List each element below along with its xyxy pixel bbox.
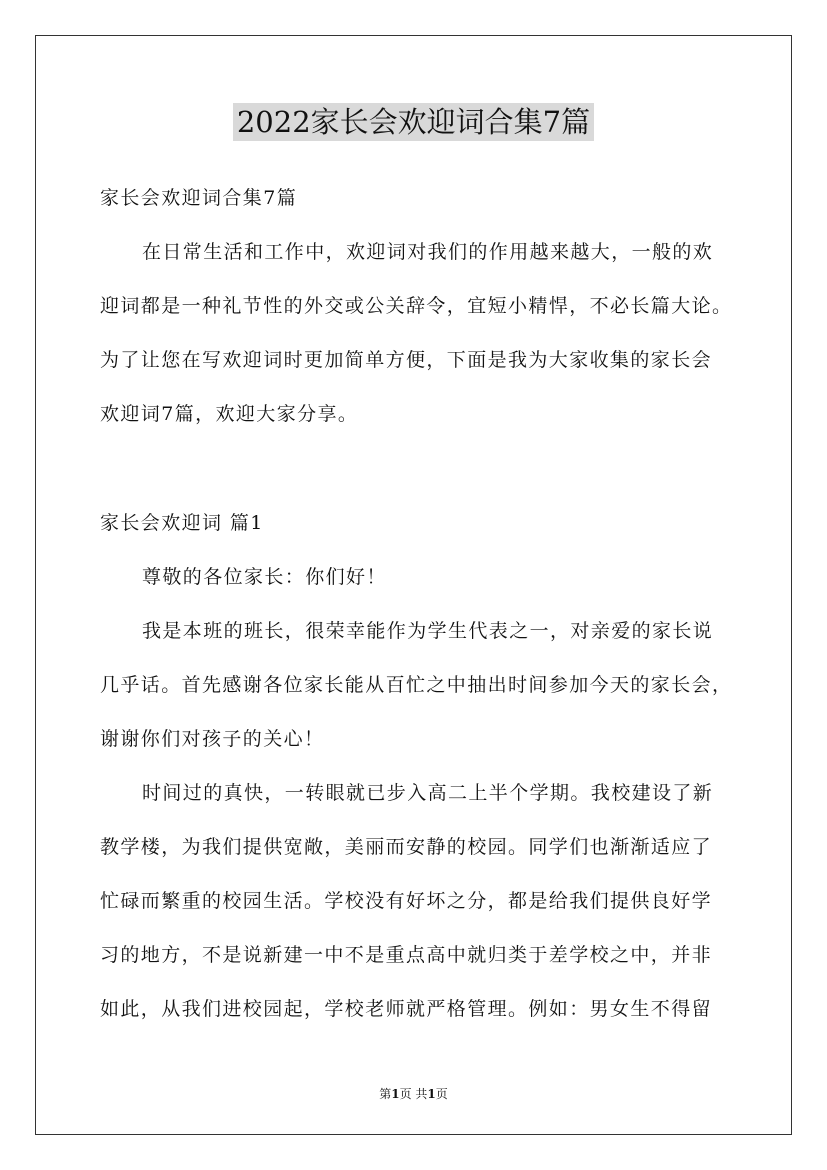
page-mid: 页 共 [399,1087,428,1101]
intro-line: 为了让您在写欢迎词时更加简单方便，下面是我为大家收集的家长会 [100,349,713,371]
document-title: 2022家长会欢迎词合集7篇 [233,103,594,141]
paragraph-line: 忙碌而繁重的校园生活。学校没有好坏之分，都是给我们提供良好学 [100,890,713,912]
document-title-wrap [0,100,827,141]
page-footer [0,1085,827,1102]
subtitle: 家长会欢迎词合集7篇 [100,187,298,209]
intro-line: 迎词都是一种礼节性的外交或公关辞令，宜短小精悍，不必长篇大论。 [100,295,733,317]
paragraph-line: 谢谢你们对孩子的关心！ [100,728,325,750]
paragraph-line: 教学楼，为我们提供宽敞，美丽而安静的校园。同学们也渐渐适应了 [100,836,713,858]
greeting: 尊敬的各位家长：你们好！ [142,566,387,588]
paragraph-line: 我是本班的班长，很荣幸能作为学生代表之一，对亲爱的家长说 [142,620,714,642]
intro-line: 在日常生活和工作中，欢迎词对我们的作用越来越大，一般的欢 [142,241,714,263]
intro-line: 欢迎词7篇，欢迎大家分享。 [100,403,359,425]
page-suffix: 页 [435,1087,448,1101]
page-number: 1 [391,1087,400,1101]
section-heading: 家长会欢迎词 篇1 [100,512,264,534]
paragraph-line: 习的地方，不是说新建一中不是重点高中就归类于差学校之中，并非 [100,944,713,966]
paragraph-line: 几乎话。首先感谢各位家长能从百忙之中抽出时间参加今天的家长会， [100,674,733,696]
paragraph-line: 如此，从我们进校园起，学校老师就严格管理。例如：男女生不得留 [100,998,713,1020]
paragraph-line: 时间过的真快，一转眼就已步入高二上半个学期。我校建设了新 [142,782,714,804]
page-prefix: 第 [379,1087,392,1101]
page-total: 1 [427,1087,436,1101]
